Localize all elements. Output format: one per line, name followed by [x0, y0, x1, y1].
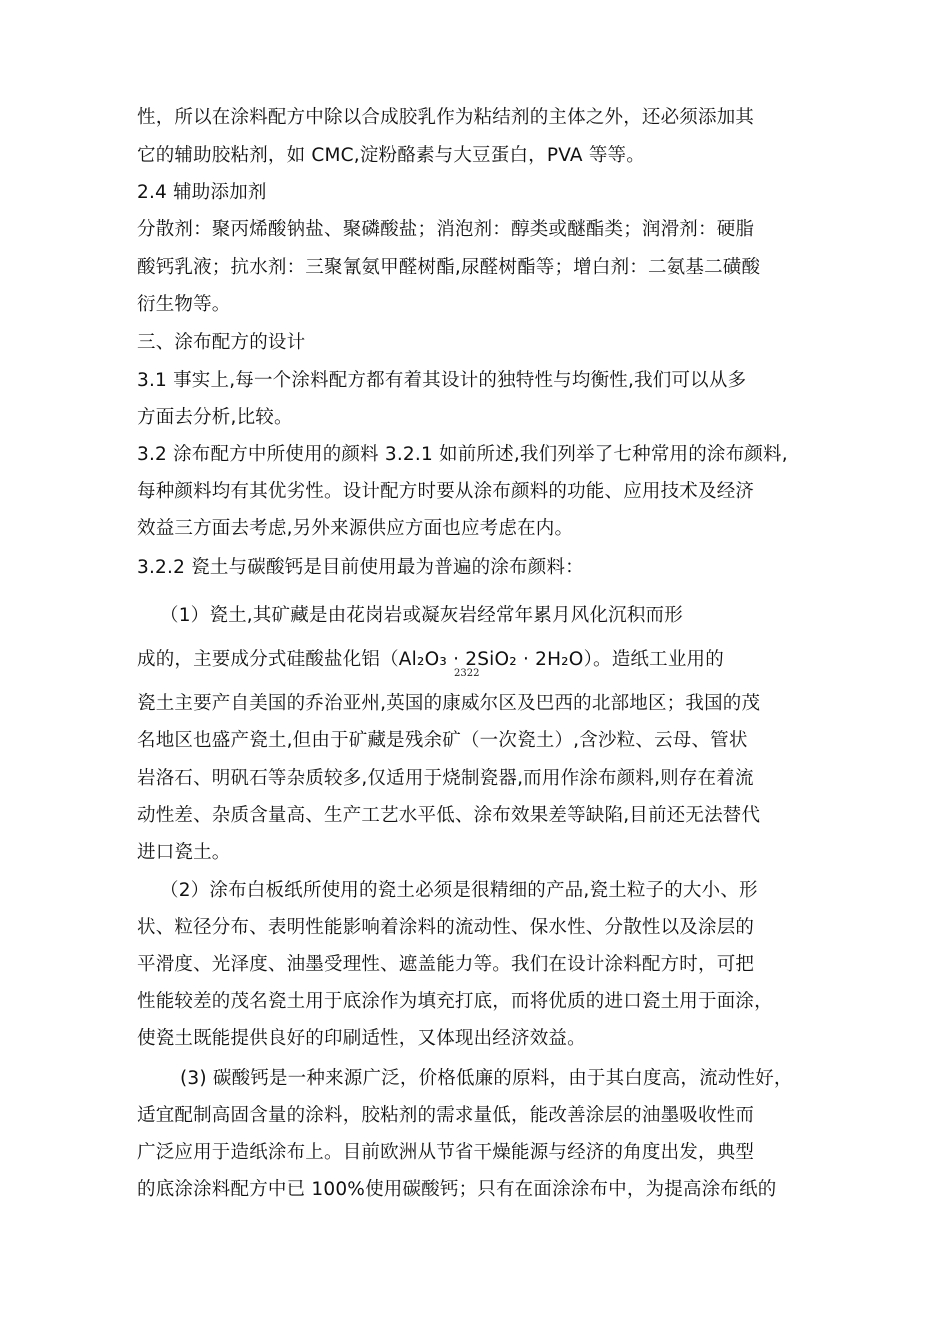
text-line: 瓷土主要产自美国的乔治亚州,英国的康威尔区及巴西的北部地区；我国的茂 [137, 693, 761, 714]
text-line: 分散剂：聚丙烯酸钠盐、聚磷酸盐；消泡剂：醇类或醚酯类；润滑剂：硬脂 [137, 219, 755, 240]
text-line: (3) 碳酸钙是一种来源广泛，价格低廉的原料，由于其白度高，流动性好， [180, 1068, 793, 1089]
text-line: 效益三方面去考虑,另外来源供应方面也应考虑在内。 [137, 518, 574, 539]
text-line: 方面去分析,比较。 [137, 407, 293, 428]
text-line: 每种颜料均有其优劣性。设计配方时要从涂布颜料的功能、应用技术及经济 [137, 481, 755, 502]
formula-subscript-note: 2322 [454, 668, 480, 679]
text-line: 性能较差的茂名瓷土用于底涂作为填充打底，而将优质的进口瓷土用于面涂， [137, 991, 773, 1012]
text-line: 的底涂涂料配方中已 100%使用碳酸钙；只有在面涂涂布中，为提高涂布纸的 [137, 1179, 777, 1200]
text-line: （1）瓷土,其矿藏是由花岗岩或凝灰岩经常年累月风化沉积而形 [160, 605, 683, 626]
text-line: 衍生物等。 [137, 294, 231, 315]
text-line: 3.2.2 瓷土与碳酸钙是目前使用最为普遍的涂布颜料： [137, 557, 584, 578]
text-line: （2）涂布白板纸所使用的瓷土必须是很精细的产品,瓷土粒子的大小、形 [160, 880, 758, 901]
text-line: 3.2 涂布配方中所使用的颜料 3.2.1 如前所述,我们列举了七种常用的涂布颜料, [137, 444, 788, 465]
text-line: 成的，主要成分式硅酸盐化铝（Al₂O₃ · 2SiO₂ · 2H₂O）。造纸工业用的 [137, 649, 724, 670]
section-heading-2-4: 2.4 辅助添加剂 [137, 182, 267, 203]
text-line: 性，所以在涂料配方中除以合成胶乳作为粘结剂的主体之外，还必须添加其 [137, 107, 755, 128]
text-line: 使瓷土既能提供良好的印刷适性，又体现出经济效益。 [137, 1028, 586, 1049]
text-line: 广泛应用于造纸涂布上。目前欧洲从节省干燥能源与经济的角度出发，典型 [137, 1142, 755, 1163]
text-line: 酸钙乳液；抗水剂：三聚氰氨甲醛树酯,尿醛树酯等；增白剂：二氨基二磺酸 [137, 257, 761, 278]
text-line: 状、粒径分布、表明性能影响着涂料的流动性、保水性、分散性以及涂层的 [137, 917, 755, 938]
text-line: 平滑度、光泽度、油墨受理性、遮盖能力等。我们在设计涂料配方时，可把 [137, 954, 755, 975]
text-line: 动性差、杂质含量高、生产工艺水平低、涂布效果差等缺陷,目前还无法替代 [137, 805, 761, 826]
text-line: 适宜配制高固含量的涂料，胶粘剂的需求量低，能改善涂层的油墨吸收性而 [137, 1105, 755, 1126]
text-line: 它的辅助胶粘剂，如 CMC,淀粉酪素与大豆蛋白，PVA 等等。 [137, 145, 645, 166]
text-line: 3.1 事实上,每一个涂料配方都有着其设计的独特性与均衡性,我们可以从多 [137, 370, 747, 391]
section-heading-3: 三、涂布配方的设计 [137, 332, 306, 353]
text-line: 进口瓷土。 [137, 842, 231, 863]
text-line: 岩洛石、明矾石等杂质较多,仅适用于烧制瓷器,而用作涂布颜料,则存在着流 [137, 768, 754, 789]
text-line: 名地区也盛产瓷土,但由于矿藏是残余矿（一次瓷土）,含沙粒、云母、管状 [137, 730, 748, 751]
